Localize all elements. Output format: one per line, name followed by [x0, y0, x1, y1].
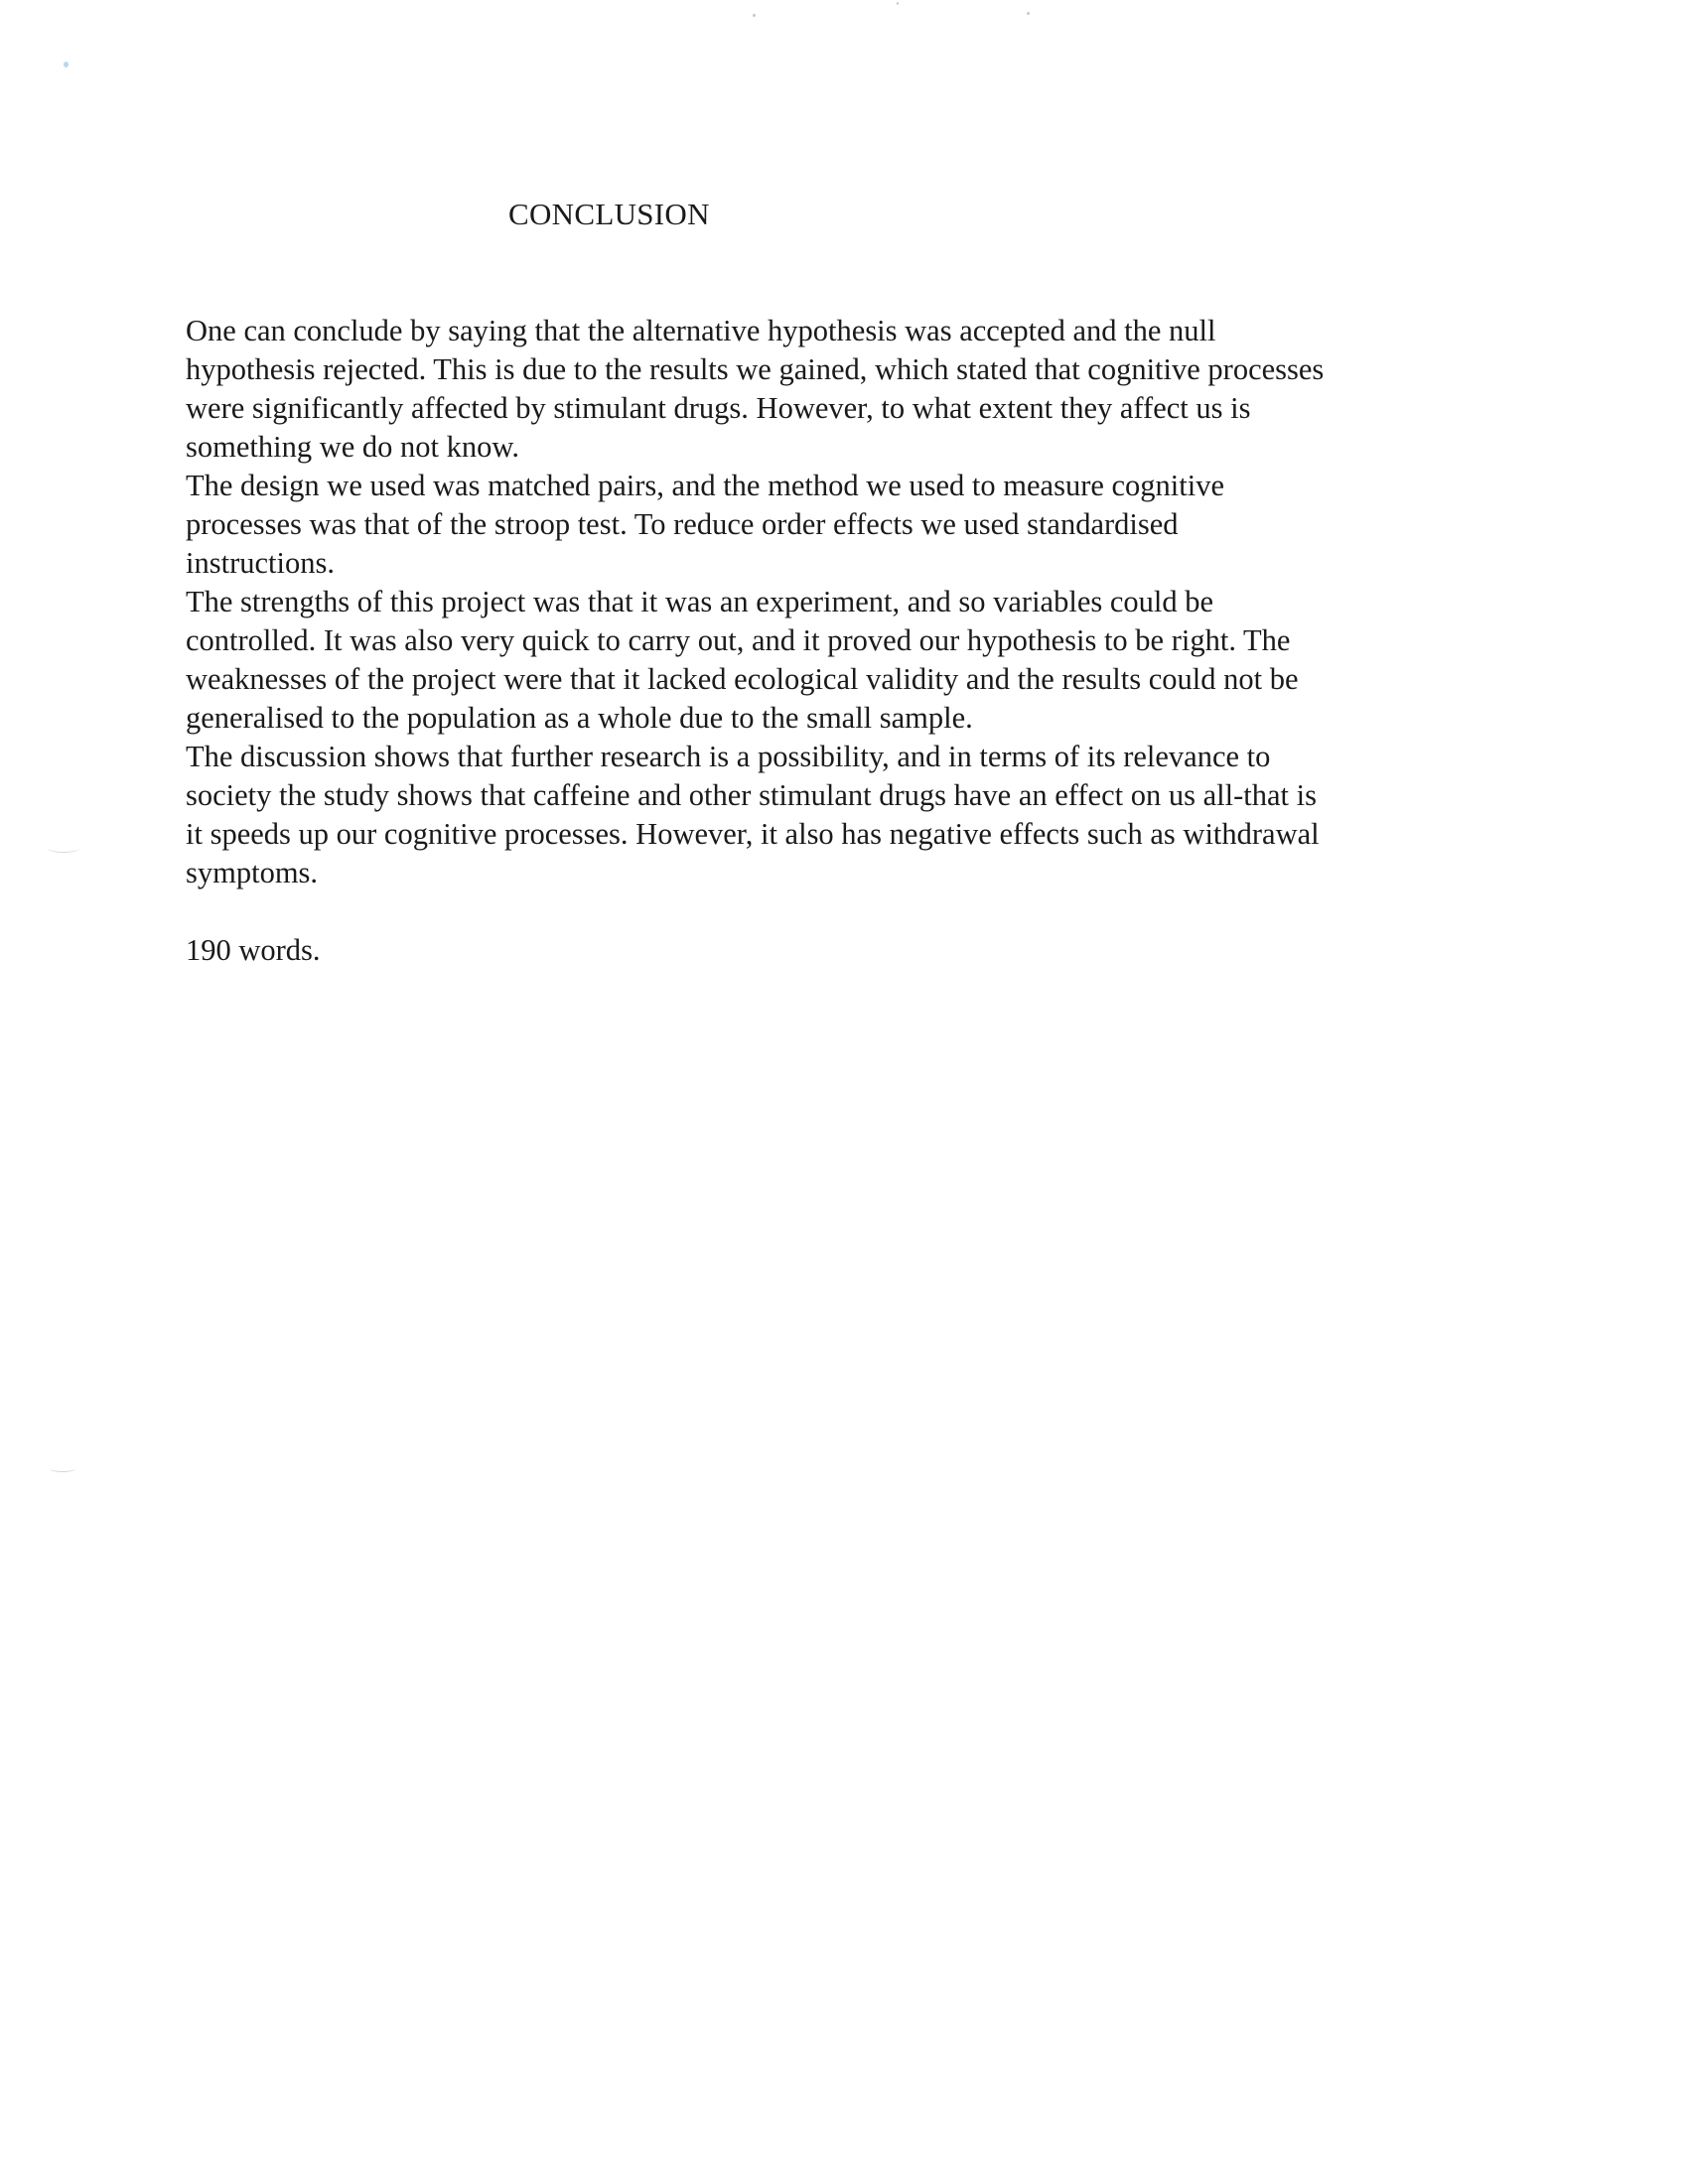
text-line: symptoms. [186, 856, 319, 889]
text-line: generalised to the population as a whole due to the small sample. [186, 701, 973, 735]
scan-speck [753, 14, 756, 17]
text-line: were significantly affected by stimulant drugs. However, to what extent they affect us is [186, 391, 1251, 425]
text-line: instructions. [186, 546, 335, 580]
text-line: One can conclude by saying that the alternative hypothesis was accepted and the null [186, 314, 1216, 347]
text-line: processes was that of the stroop test. To reduce order effects we used standardised [186, 507, 1179, 541]
scan-edge-mark [48, 844, 79, 853]
document-title: CONCLUSION [508, 197, 710, 231]
text-line: hypothesis rejected. This is due to the results we gained, which stated that cognitive processes [186, 352, 1325, 386]
text-line: society the study shows that caffeine and other stimulant drugs have an effect on us all-that is [186, 778, 1317, 812]
text-line: The design we used was matched pairs, and the method we used to measure cognitive [186, 469, 1225, 502]
word-count: 190 words. [186, 933, 321, 967]
text-line: The discussion shows that further research is a possibility, and in terms of its relevance to [186, 740, 1271, 773]
text-line: weaknesses of the project were that it lacked ecological validity and the results could not be [186, 662, 1299, 696]
text-line: it speeds up our cognitive processes. However, it also has negative effects such as withdrawal [186, 817, 1320, 851]
conclusion-body [186, 312, 1437, 892]
scan-speck [897, 2, 899, 5]
text-line: something we do not know. [186, 430, 520, 464]
text-line: The strengths of this project was that it was an experiment, and so variables could be [186, 585, 1214, 618]
scan-speck [64, 62, 69, 68]
scan-speck [1027, 12, 1030, 15]
scan-edge-mark [50, 1465, 75, 1472]
text-line: controlled. It was also very quick to carry out, and it proved our hypothesis to be right. The [186, 623, 1291, 657]
